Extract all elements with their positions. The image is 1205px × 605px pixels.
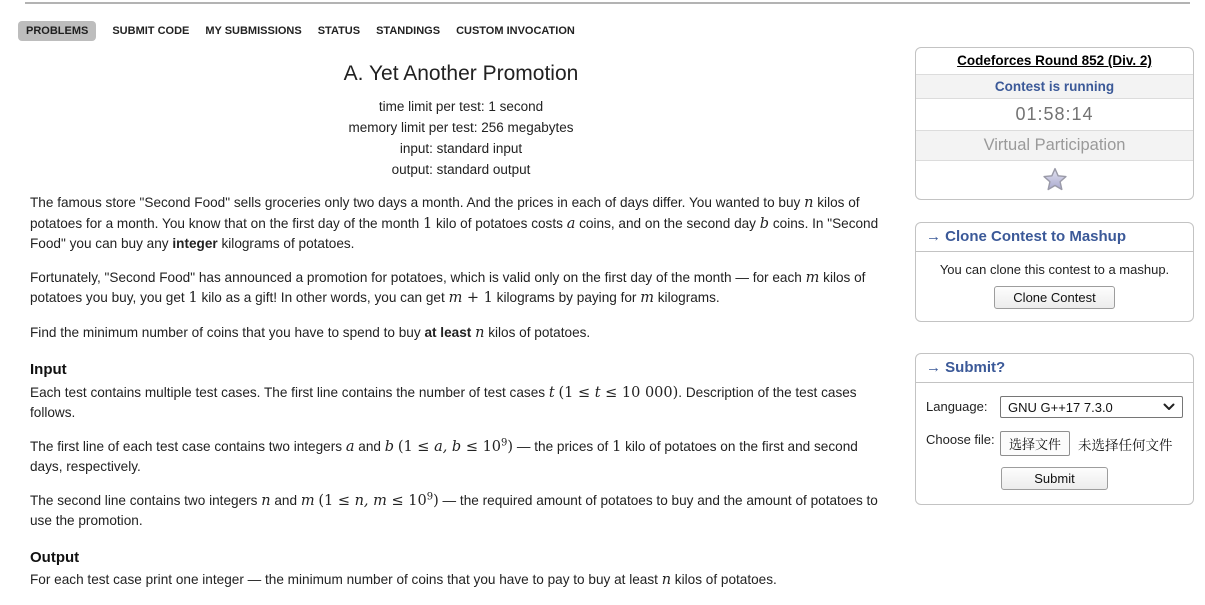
tab-submit-code[interactable]: SUBMIT CODE [112, 25, 190, 37]
tab-my-submissions[interactable]: MY SUBMISSIONS [205, 25, 302, 37]
problem-statement [30, 193, 892, 591]
problem-title: A. Yet Another Promotion [343, 62, 579, 85]
submit-box [915, 353, 1194, 505]
clone-box-body [916, 252, 1193, 321]
clone-box-caption: → Clone Contest to Mashup [916, 223, 1193, 252]
clone-contest-box [915, 222, 1194, 322]
submit-row [926, 467, 1183, 490]
contest-timer: 01:58:14 [916, 99, 1193, 131]
submit-button[interactable]: Submit [1001, 467, 1107, 490]
tab-standings[interactable]: STANDINGS [376, 25, 441, 37]
language-row [926, 396, 1183, 418]
statement-paragraph: The first line of each test case contains two integers a and b (1 ≤ a, $b \le 10^9$) — the prices of 1 kilo of potatoes on the first and second days, respectively. [30, 436, 858, 474]
time-limit: time limit per test: 1 second [378, 99, 544, 114]
problem-limits [30, 96, 892, 180]
statement-paragraph: Find the minimum number of coins that you have to spend to buy at least n kilos of potatoes. [30, 324, 591, 341]
statement-paragraph: For each test case print one integer — the minimum number of coins that you have to pay to buy at least n kilos of potatoes. [30, 572, 777, 588]
submit-box-body [916, 383, 1193, 504]
language-label: Language: [926, 399, 988, 414]
choose-file-label: Choose file: [926, 432, 995, 447]
contest-link-row [916, 48, 1193, 75]
contest-mode: Virtual Participation [916, 131, 1193, 161]
file-status-text: 未选择任何文件 [1078, 437, 1173, 453]
chevron-down-icon [1163, 403, 1175, 411]
statement-paragraph: The second line contains two integers n and m (1 ≤ n, $m \le 10^9$) — the required amount of potatoes to buy and the amount of potatoes to use the promotion. [30, 490, 878, 528]
tab-custom-invocation[interactable]: CUSTOM INVOCATION [456, 25, 575, 37]
statement-paragraph: The famous store "Second Food" sells groceries only two days a month. And the prices in each of days differ. You wanted to buy n kilos of potatoes for a month. You know that on the first day of the month 1 kilo of potatoes costs a coins, and on the second day b coins. In "Second Food" you can buy any integer kilograms of potatoes. [30, 195, 879, 251]
section-title: Output [30, 548, 80, 566]
section-title: Input [30, 361, 67, 378]
file-choose-button[interactable]: 选择文件 [1000, 431, 1070, 456]
file-input[interactable] [1000, 429, 1173, 456]
top-divider [25, 2, 1190, 4]
choose-file-row [926, 429, 1183, 456]
tab-bar [18, 21, 575, 41]
language-select[interactable] [1000, 396, 1183, 418]
submit-box-caption: → Submit? [916, 354, 1193, 383]
language-selected-value: GNU G++17 7.3.0 [1008, 399, 1113, 415]
star-row [916, 161, 1193, 199]
contest-info-box [915, 47, 1194, 200]
input-spec: input: standard input [399, 141, 523, 156]
output-spec: output: standard output [391, 162, 531, 177]
sidebar [915, 47, 1194, 505]
statement-paragraph: Fortunately, "Second Food" has announced a promotion for potatoes, which is valid only on the first day of the month — for each m kilos of potatoes you buy, you get 1 kilo as a gift! In other words, you can get m + 1 kilograms by paying for m kilograms. [30, 269, 866, 306]
contest-status: Contest is running [916, 75, 1193, 99]
problem-main [30, 62, 892, 605]
contest-title-link[interactable]: Codeforces Round 852 (Div. 2) [957, 53, 1152, 68]
star-icon[interactable] [1042, 167, 1068, 192]
statement-paragraph: Each test contains multiple test cases. The first line contains the number of test cases t (1 ≤ t ≤ 10 000). Description of the test cases follows. [30, 384, 857, 420]
clone-text: You can clone this contest to a mashup. [939, 262, 1170, 277]
tab-status[interactable]: STATUS [317, 25, 361, 37]
tab-problems[interactable]: PROBLEMS [18, 21, 96, 41]
memory-limit: memory limit per test: 256 megabytes [348, 120, 574, 135]
clone-contest-button[interactable]: Clone Contest [994, 286, 1114, 309]
